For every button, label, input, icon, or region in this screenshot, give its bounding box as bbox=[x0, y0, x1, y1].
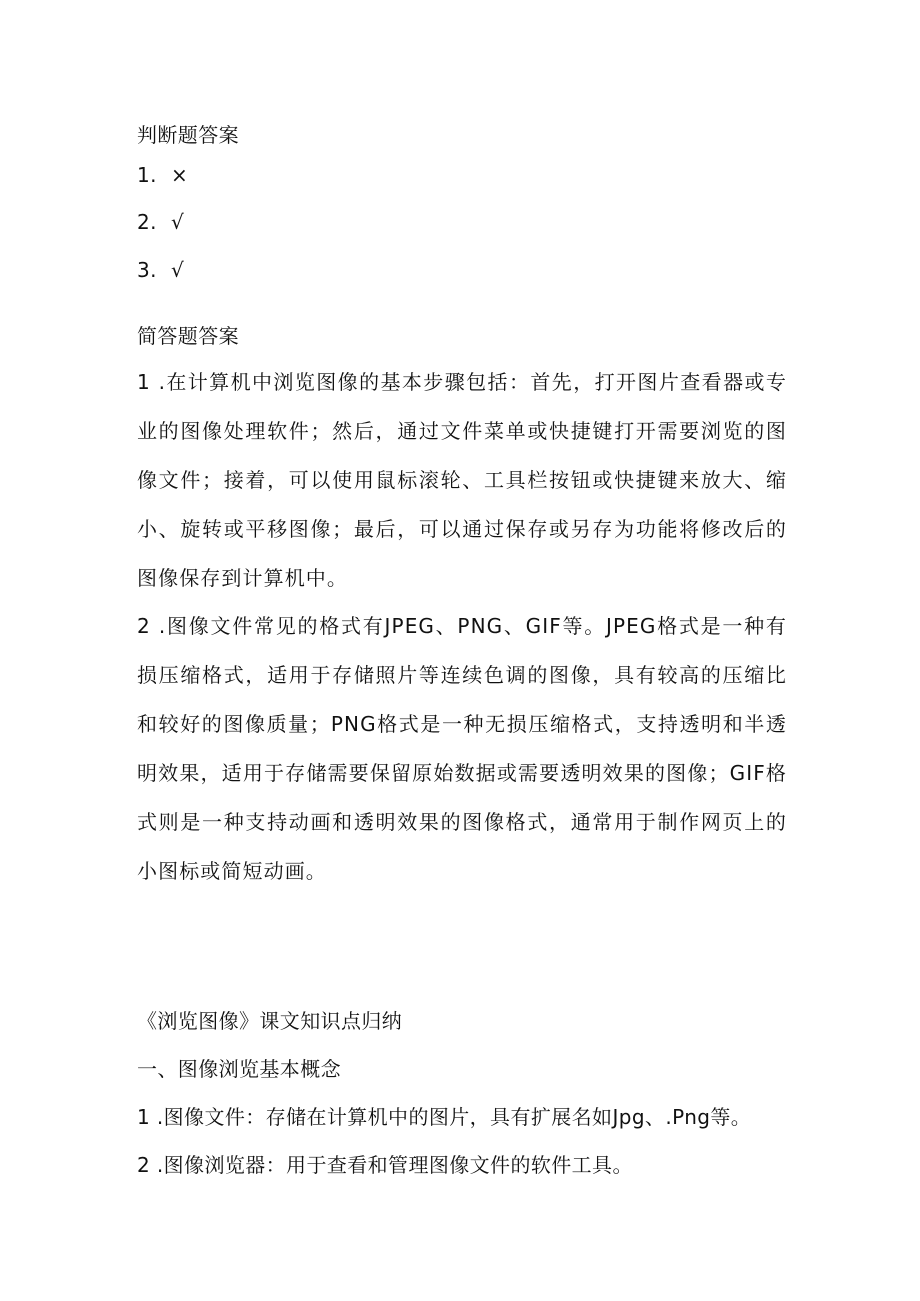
judgment-answer-2 bbox=[137, 208, 184, 236]
knowledge-point-2: 2 .图像浏览器：用于查看和管理图像文件的软件工具。 bbox=[137, 1153, 633, 1177]
judgment-answer-number: 2. bbox=[137, 210, 157, 234]
judgment-answer-number: 3. bbox=[137, 258, 157, 282]
judgment-heading: 判断题答案 bbox=[137, 123, 239, 147]
judgment-answer-number: 1. bbox=[137, 163, 157, 187]
judgment-answer-mark: √ bbox=[171, 210, 185, 234]
short-answer-1: 1 .在计算机中浏览图像的基本步骤包括：首先，打开图片查看器或专业的图像处理软件；然后，通过文件菜单或快捷键打开需要浏览的图像文件；接着，可以使用鼠标滚轮、工具栏按钮或快捷键来放大、缩小、旋转或平移图像；最后，可以通过保存或另存为功能将修改后的图像保存到计算机中。 bbox=[137, 370, 787, 590]
section-heading-basic-concepts: 一、图像浏览基本概念 bbox=[137, 1057, 341, 1081]
judgment-answer-1 bbox=[137, 161, 188, 189]
knowledge-point-1: 1 .图像文件：存储在计算机中的图片，具有扩展名如Jpg、.Png等。 bbox=[137, 1105, 752, 1129]
judgment-answer-mark: √ bbox=[171, 258, 185, 282]
summary-title: 《浏览图像》课文知识点归纳 bbox=[137, 1009, 403, 1033]
short-answer-2: 2 .图像文件常见的格式有JPEG、PNG、GIF等。JPEG格式是一种有损压缩格式，适用于存储照片等连续色调的图像，具有较高的压缩比和较好的图像质量；PNG格式是一种无损压缩格式，支持透明和半透明效果，适用于存储需要保留原始数据或需要透明效果的图像；GIF格式则是一种支持动画和透明效果的图像格式，通常用于制作网页上的小图标或简短动画。 bbox=[137, 614, 787, 883]
judgment-answer-3 bbox=[137, 256, 184, 284]
short-answer-heading: 简答题答案 bbox=[137, 324, 239, 348]
judgment-answer-mark: × bbox=[171, 163, 189, 187]
